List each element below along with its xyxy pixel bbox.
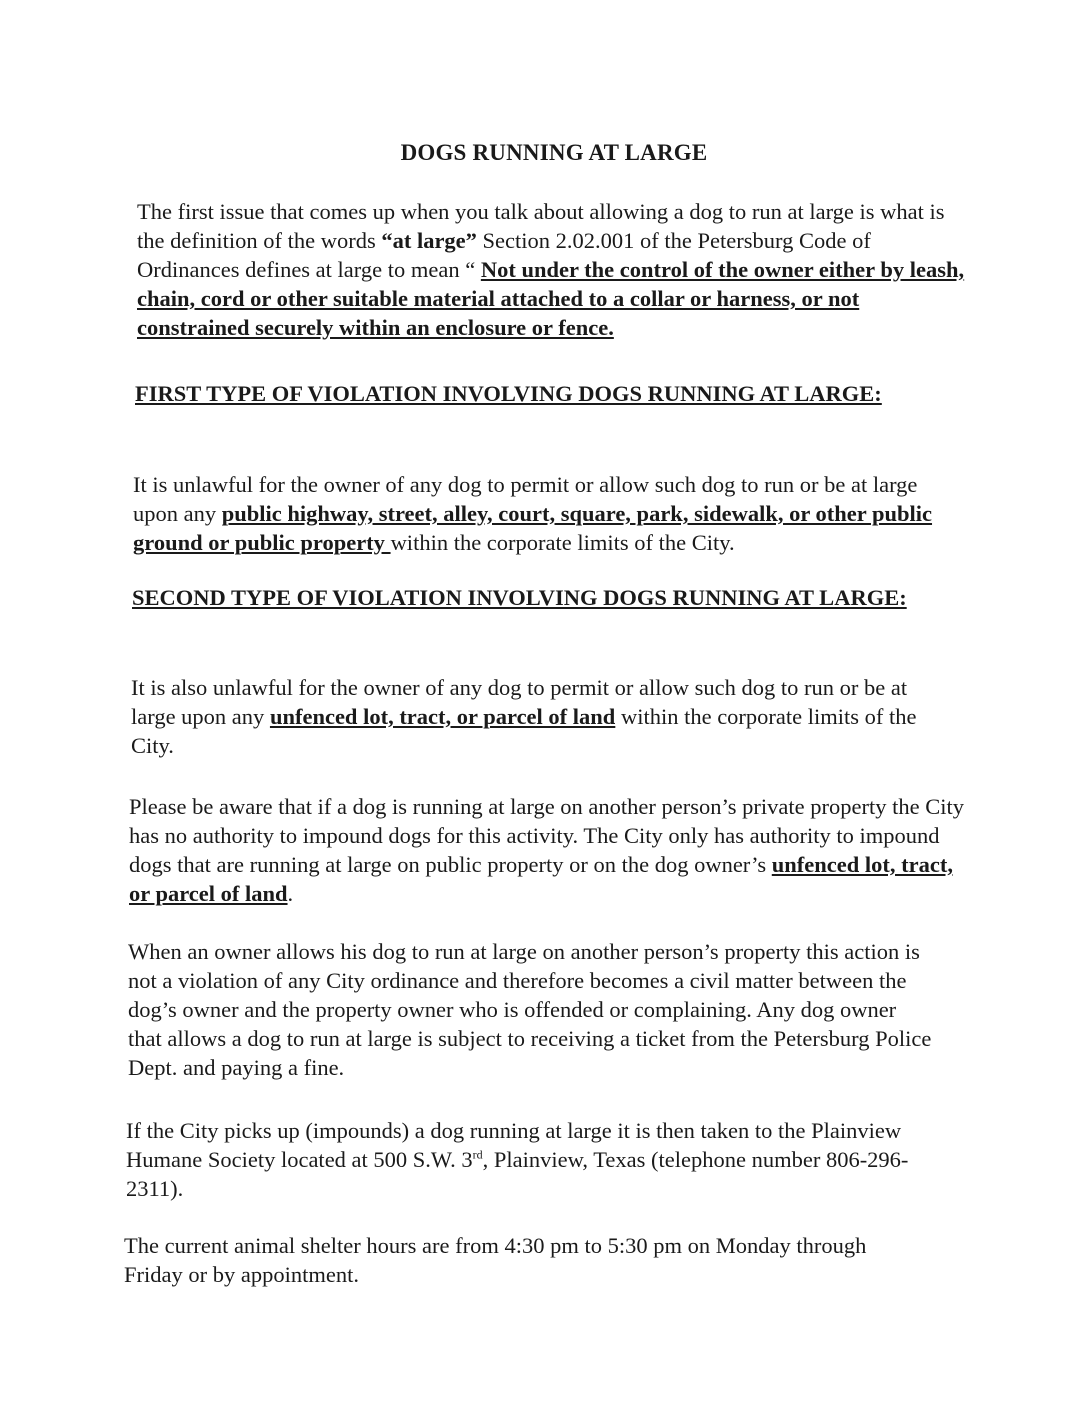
impound-paragraph	[126, 1116, 941, 1203]
second-violation-text-1: It is also unlawful for the owner of any dog to permit or allow such dog to run or be at large upon any	[131, 675, 908, 729]
heading-first-violation: FIRST TYPE OF VIOLATION INVOLVING DOGS RUNNING AT LARGE:	[135, 381, 882, 406]
intro-at-large-term: “at large”	[381, 228, 477, 253]
second-violation-text-2: within the corporate limits of the City.	[131, 704, 917, 758]
impound-superscript: rd	[472, 1147, 483, 1162]
private-property-text-2: .	[287, 881, 294, 906]
impound-text-1: If the City picks up (impounds) a dog running at large it is then taken to the Plainview Humane Society located at 500 S.W. 3	[126, 1118, 902, 1172]
intro-paragraph	[137, 197, 967, 342]
intro-text-1: The first issue that comes up when you talk about allowing a dog to run at large is what is the definition of the words	[137, 199, 945, 253]
private-property-unfenced-land: unfenced lot, tract, or parcel of land	[129, 852, 953, 906]
civil-matter-paragraph: When an owner allows his dog to run at large on another person’s property this action is not a violation of any City ordinance and therefore becomes a civil matter between the dog’s owner and the property owner who is offended or complaining. Any dog owner that allows a dog to run at large is subject to receiving a ticket from the Petersburg Police Dept. and paying a fine.	[128, 939, 932, 1080]
private-property-paragraph	[129, 792, 964, 908]
second-violation-unfenced-land: unfenced lot, tract, or parcel of land	[269, 704, 616, 729]
intro-definition-quote: Not under the control of the owner either by leash, chain, cord or other suitable material attached to a collar or harness, or not constrained securely within an enclosure or fence.	[137, 257, 965, 340]
intro-text-2: Section 2.02.001 of the Petersburg Code of Ordinances defines at large to mean “	[137, 228, 871, 282]
shelter-hours-paragraph: The current animal shelter hours are from 4:30 pm to 5:30 pm on Monday through Friday or by appointment.	[124, 1233, 867, 1287]
first-violation-paragraph	[133, 470, 963, 557]
first-violation-text-1: It is unlawful for the owner of any dog to permit or allow such dog to run or be at large upon any	[133, 472, 918, 526]
first-violation-text-2: within the corporate limits of the City.	[390, 530, 735, 555]
private-property-text-1: Please be aware that if a dog is running at large on another person’s private property the City has no authority to impound dogs for this activity. The City only has authority to impound dogs that are running at large on public property or on the dog owner’s	[129, 794, 964, 877]
impound-text-2: , Plainview, Texas (telephone number 806-296-2311).	[126, 1147, 909, 1201]
second-violation-paragraph	[131, 673, 946, 760]
first-violation-public-places: public highway, street, alley, court, square, park, sidewalk, or other public ground or public property	[133, 501, 933, 555]
heading-second-violation: SECOND TYPE OF VIOLATION INVOLVING DOGS RUNNING AT LARGE:	[132, 585, 907, 610]
document-title: DOGS RUNNING AT LARGE	[400, 140, 708, 165]
